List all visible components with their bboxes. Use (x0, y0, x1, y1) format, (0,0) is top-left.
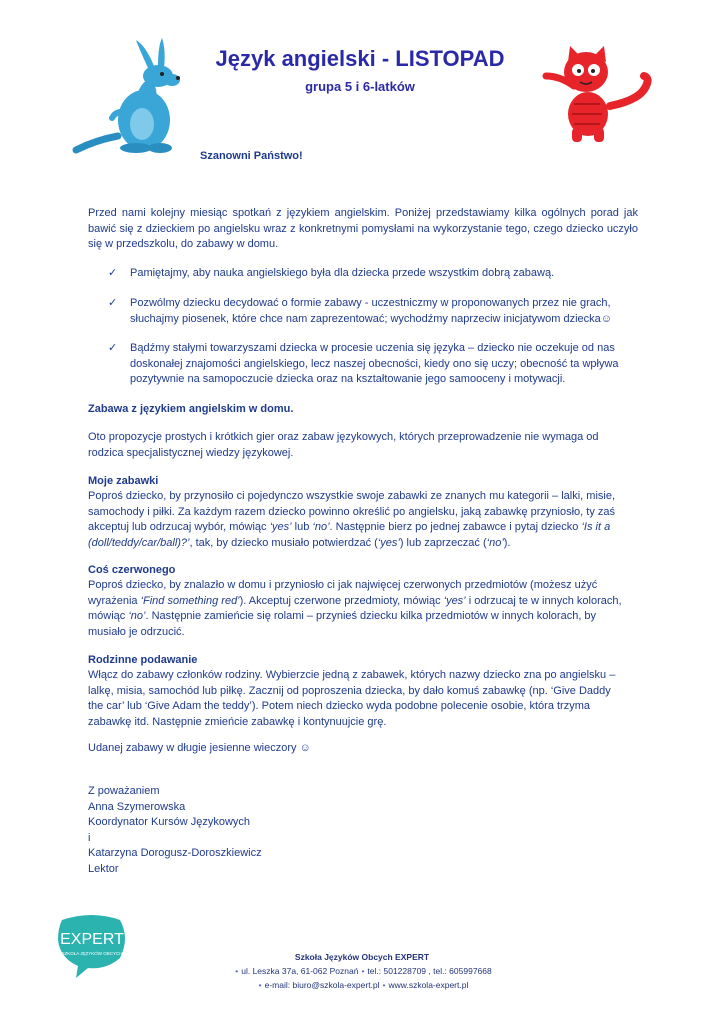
game-heading-red: Coś czerwonego (88, 564, 176, 576)
cat-illustration (540, 42, 652, 144)
closing-text: Udanej zabawy w długie jesienne wieczory ☺ (88, 742, 311, 754)
footer-contact-line: • e-mail: biuro@szkola-expert.pl • www.szkola-expert.pl (258, 980, 469, 990)
bullet-item (108, 341, 630, 388)
signature-conjunction: i (88, 831, 91, 844)
logo-tagline: SZKOŁA JĘZYKÓW OBCYCH (61, 951, 123, 956)
signature-role-2: Lektor (88, 862, 119, 875)
game-heading-family: Rodzinne podawanie (88, 654, 198, 666)
bullet-item (108, 296, 630, 327)
checkmark-icon: ✓ (108, 297, 118, 309)
footer-address-line: • ul. Leszka 37a, 61-062 Poznań • tel.: 501228709 , tel.: 605997668 (235, 966, 492, 976)
bullet-text: Bądźmy stałymi towarzyszami dziecka w procesie uczenia się języka – dziecko nie oczekuje od nas doskonałej znajomości angielskiego, lecz naszej obecności, kiedy ono się uczy; obecność ta wpływa pozytywnie na samopoczucie dziecka oraz na kształtowanie jego samooceny i motywacji. (130, 342, 619, 385)
game-text-toys: Poproś dziecko, by przynosiło ci pojedynczo wszystkie swoje zabawki ze znanych mu kategorii – lalki, misie, samochody i piłki. Za każdym razem dziecko powinno określić po angielsku, jaką zabawkę przyniosło, ty zaś akceptuj lub odrzucaj wybór, mówiąc ‘yes’ lub ‘no’. Następnie bierz po jednej zabawce i pytaj dziecko ‘Is it a (doll/teddy/car/ball)?’, tak, by dziecko musiało potwierdzać (‘yes’) lub zaprzeczać (‘no’). (88, 490, 616, 549)
bullet-item (108, 266, 630, 282)
expert-logo (54, 912, 130, 978)
page-title: Język angielski - LISTOPAD (215, 46, 505, 71)
checkmark-icon: ✓ (108, 267, 118, 279)
section-home-text: Oto propozycje prostych i krótkich gier oraz zabaw językowych, których przeprowadzenie nie wymaga od rodzica specjalistycznej wiedzy językowej. (88, 431, 599, 459)
page-subtitle: grupa 5 i 6-latków (305, 79, 415, 94)
intro-paragraph: Przed nami kolejny miesiąc spotkań z językiem angielskim. Poniżej przedstawiamy kilka ogólnych porad jak bawić się z dzieckiem po angielsku wraz z konkretnymi pomysłami na wykorzystanie tego, czego dziecko uczyło się w przedszkolu, do zabawy w domu. (88, 207, 638, 250)
bullet-text: Pozwólmy dziecku decydować o formie zabawy - uczestniczmy w proponowanych przez nie grach, słuchajmy piosenek, które chce nam zaprezentować; wychodźmy naprzeciw inicjatywom dziecka☺ (130, 297, 612, 325)
kangaroo-illustration (66, 32, 186, 157)
footer-address: ul. Leszka 37a, 61-062 Poznań (241, 966, 359, 976)
footer-school: Szkoła Języków Obcych EXPERT (294, 952, 430, 962)
signature-name-2: Katarzyna Dorogusz-Doroszkiewicz (88, 847, 262, 859)
checkmark-icon: ✓ (108, 342, 118, 354)
footer (150, 950, 574, 992)
signature-name-1: Anna Szymerowska (88, 800, 186, 813)
salutation: Szanowni Państwo! (200, 150, 303, 162)
footer-email[interactable]: e-mail: biuro@szkola-expert.pl (264, 980, 380, 990)
bullet-text: Pamiętajmy, aby nauka angielskiego była dla dziecka przede wszystkim dobrą zabawą. (130, 267, 555, 279)
game-text-family: Włącz do zabawy członków rodziny. Wybierzcie jedną z zabawek, których nazwy dziecko zna po angielsku – lalkę, misia, samochód lub piłkę. Zacznij od poproszenia dziecka, by dało komuś zabawkę (np. ‘Give Daddy the car’ lub ‘Give Adam the teddy’). Potem niech dziecko wyda podobne polecenie osobie, która trzyma zabawkę itd. Następnie zmieńcie zabawkę i kontynuujcie grę. (88, 669, 616, 728)
signature-role-1: Koordynator Kursów Językowych (88, 816, 251, 828)
logo-text: EXPERT (60, 931, 124, 948)
game-heading-toys: Moje zabawki (88, 475, 159, 487)
section-heading-home: Zabawa z językiem angielskim w domu. (88, 403, 294, 415)
footer-website[interactable]: www.szkola-expert.pl (388, 980, 469, 990)
footer-phones: tel.: 501228709 , tel.: 605997668 (367, 966, 492, 976)
signature-regards: Z poważaniem (88, 785, 160, 797)
game-text-red: Poproś dziecko, by znalazło w domu i przyniosło ci jak najwięcej czerwonych przedmiotów (możesz użyć wyrażenia ‘Find something red’). Akceptuj czerwone przedmioty, mówiąc ‘yes’ i odrzucaj te w innych kolorach, mówiąc ‘no’. Następnie zamieńcie się rolami – przynieś dziecku kilka przedmiotów w innych kolorach, by musiało je odrzucić. (88, 579, 622, 638)
signature-block (88, 784, 262, 877)
